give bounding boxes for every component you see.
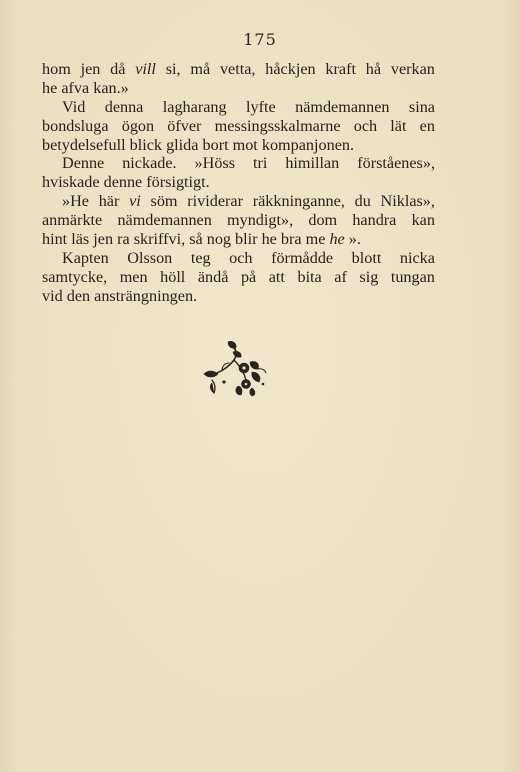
page-number: 175 — [243, 30, 277, 49]
word: nämdemannen — [117, 211, 212, 230]
word: teg — [190, 248, 211, 267]
word: men — [119, 267, 148, 286]
word: he — [261, 230, 277, 249]
word: försigtigt. — [146, 173, 210, 192]
text-line — [42, 287, 435, 306]
word: söm — [150, 192, 178, 211]
word: lyfte — [246, 97, 276, 116]
word: vi — [129, 192, 141, 211]
word: he — [329, 230, 345, 249]
floral-ornament-icon — [200, 338, 270, 398]
word: anmärkte — [42, 211, 103, 230]
word: räkkninganne, — [252, 192, 345, 211]
text-line — [42, 98, 435, 117]
word: må — [190, 60, 211, 78]
word: kompanjonen. — [261, 135, 355, 154]
word: ansträngningen. — [94, 286, 198, 305]
word: vill — [135, 60, 156, 78]
word: blick — [129, 135, 163, 154]
word: en — [419, 116, 435, 135]
word: hom — [42, 60, 71, 78]
word: af — [334, 267, 347, 286]
word: skriffvi, — [133, 230, 186, 249]
word: kan — [411, 211, 435, 230]
word: hint — [42, 230, 68, 249]
text-line — [42, 136, 435, 155]
word: och — [229, 248, 253, 267]
word: bort — [202, 135, 229, 154]
word: he — [42, 78, 58, 97]
text-line — [42, 79, 435, 98]
word: ». — [348, 230, 361, 249]
text-line — [42, 230, 435, 249]
word: Kapten — [62, 248, 109, 267]
word: mot — [232, 135, 258, 154]
word: bondsluga — [42, 116, 109, 135]
word: si, — [165, 60, 181, 78]
text-line — [42, 173, 435, 192]
word: verkan — [390, 60, 435, 78]
text-line — [42, 211, 435, 230]
word: ändå — [197, 267, 229, 286]
text-line — [42, 192, 435, 211]
word: samtycke, — [42, 267, 108, 286]
word: ögon — [121, 116, 155, 135]
word: sig — [359, 267, 379, 286]
word: nickade. — [122, 154, 177, 173]
word: här — [98, 192, 120, 211]
word: handra — [352, 211, 397, 230]
word: läs — [71, 230, 90, 249]
word: ra — [117, 230, 130, 249]
word: tri — [252, 154, 268, 173]
word: me — [305, 230, 326, 249]
word: lät — [390, 116, 407, 135]
word: bita — [297, 267, 322, 286]
word: nicka — [399, 248, 435, 267]
text-line — [42, 268, 435, 287]
word: vid — [42, 286, 63, 305]
word: så — [189, 230, 203, 249]
body-text — [42, 60, 435, 306]
word: Niklas», — [380, 192, 435, 211]
word: kan.» — [93, 78, 129, 97]
text-line — [42, 249, 435, 268]
word: hviskade — [42, 173, 100, 192]
word: blir — [235, 230, 258, 249]
word: höll — [160, 267, 186, 286]
word: den — [66, 286, 91, 305]
word: då — [110, 60, 126, 78]
word: afva — [61, 78, 90, 97]
word: »He — [62, 192, 89, 211]
word: jen — [80, 60, 101, 78]
word: vetta, — [219, 60, 256, 78]
word: jen — [93, 230, 114, 249]
word: Denne — [62, 154, 105, 173]
word: att — [268, 267, 285, 286]
text-line — [42, 60, 435, 79]
word: Vid — [62, 97, 86, 116]
word: förmådde — [271, 248, 334, 267]
word: denna — [104, 97, 144, 116]
word: »Höss — [194, 154, 236, 173]
word: rividerar — [187, 192, 243, 211]
word: öfver — [167, 116, 202, 135]
word: tungan — [390, 267, 435, 286]
word: Olsson — [127, 248, 173, 267]
word: håckjen — [265, 60, 316, 78]
word: bra — [280, 230, 302, 249]
word: förståenes», — [357, 154, 435, 173]
word: på — [240, 267, 257, 286]
word: denne — [103, 173, 143, 192]
word: sina — [408, 97, 435, 116]
word: dom — [308, 211, 338, 230]
word: betydelsefull — [42, 135, 126, 154]
text-line — [42, 154, 435, 173]
word: nämdemannen — [295, 97, 390, 116]
word: blott — [351, 248, 382, 267]
word: myndigt», — [227, 211, 294, 230]
word: och — [353, 116, 378, 135]
word: nog — [206, 230, 231, 249]
word: kraft — [325, 60, 356, 78]
word: himillan — [285, 154, 340, 173]
word: glida — [166, 135, 199, 154]
word: hå — [365, 60, 382, 78]
word: lagharang — [162, 97, 227, 116]
word: du — [354, 192, 371, 211]
word: messingsskalmarne — [214, 116, 341, 135]
text-line — [42, 117, 435, 136]
